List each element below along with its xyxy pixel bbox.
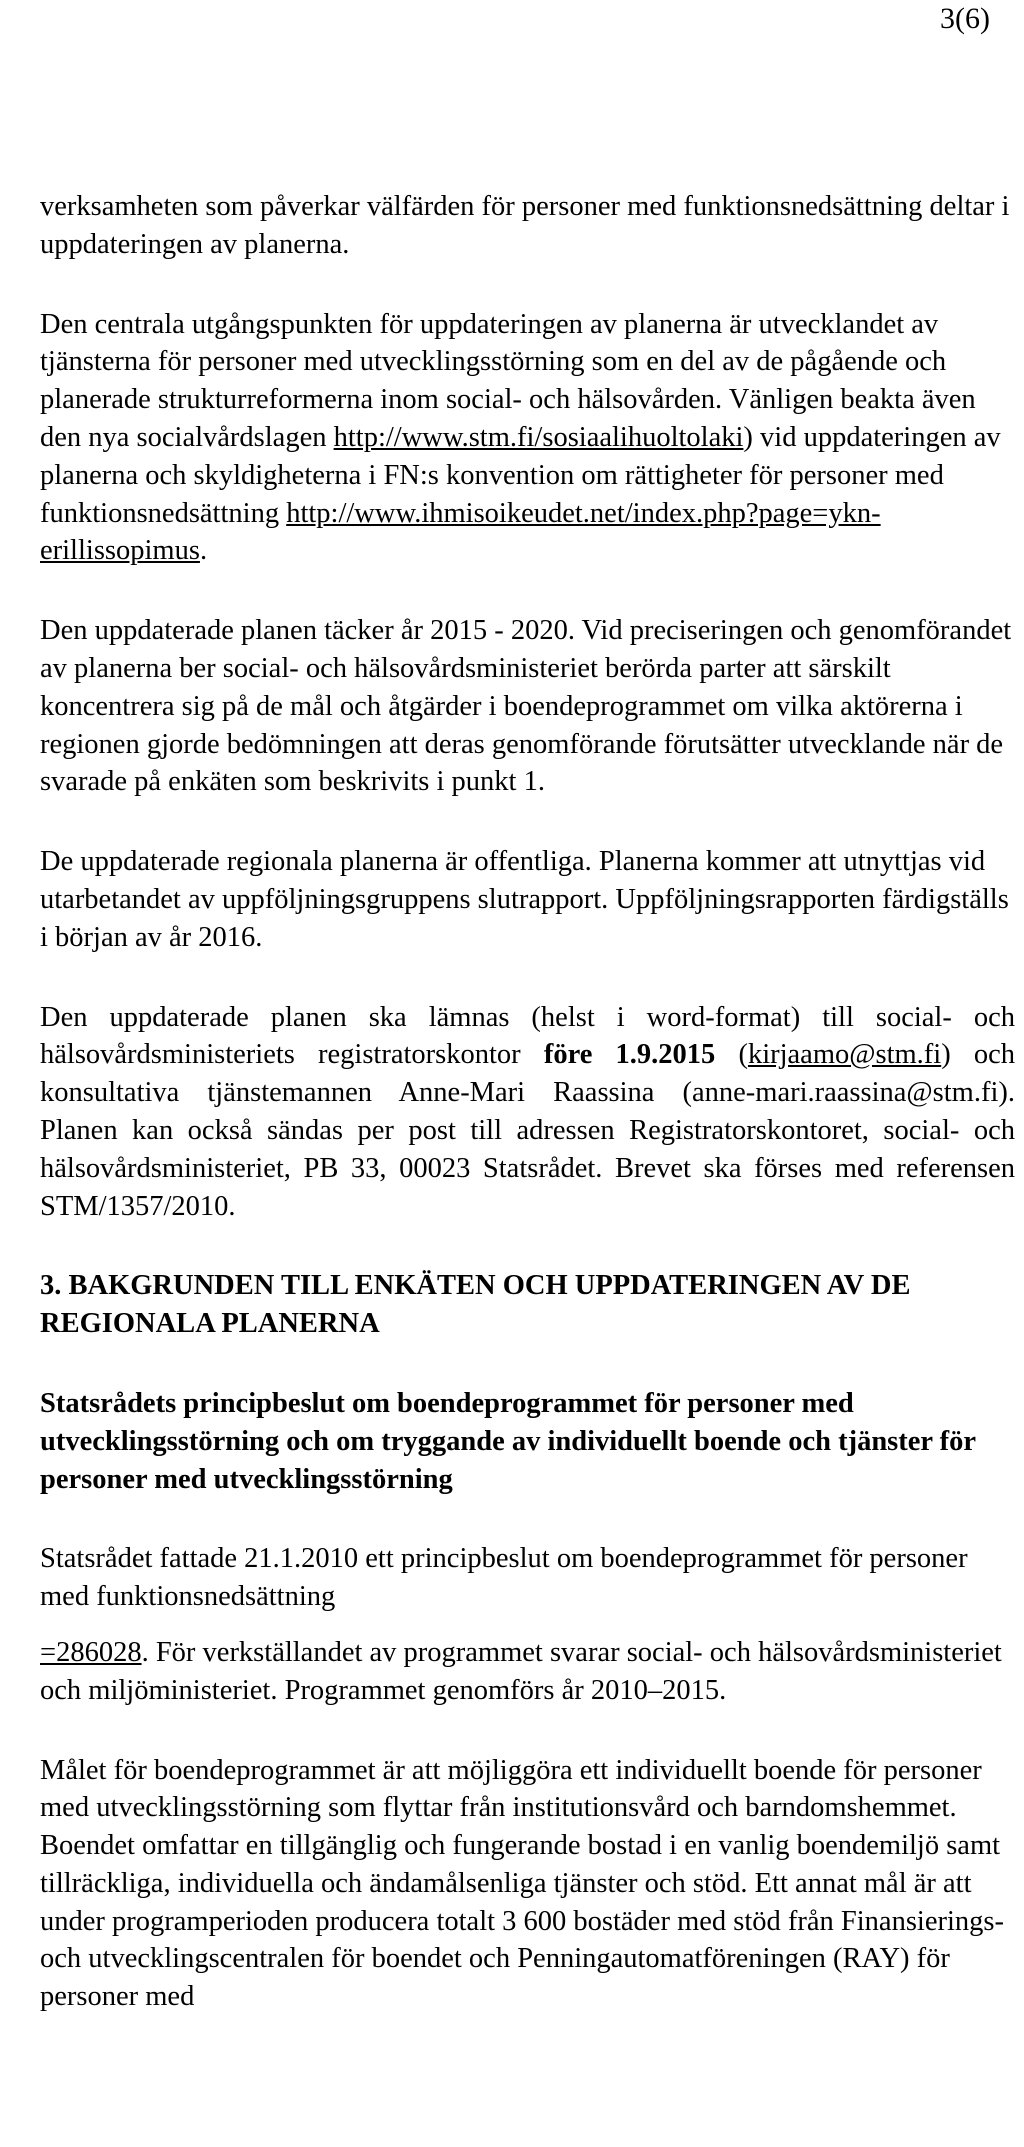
kirjaamo-email-link[interactable]: kirjaamo@stm.fi [747, 1039, 942, 1071]
paragraph-1: verksamheten som påverkar välfärden för personer med funktionsnedsättning deltar i uppdateringen av planerna. [40, 191, 1010, 260]
paragraph-2-text-b: ) vid uppdateringen av planerna och skyldigheterna i FN:s konvention om rättigheter för personer med funktionsnedsättning [40, 421, 1001, 529]
paragraph-5-text-b: ( [715, 1039, 748, 1071]
document-body [40, 188, 1015, 2058]
paragraph-7-text: . För verkställandet av programmet svarar social- och hälsovårdsministeriet och miljöministeriet. Programmet genomförs år 2010–2015. [40, 1636, 1002, 1706]
section-subheading: Statsrådets principbeslut om boendeprogrammet för personer med utvecklingsstörning och om tryggande av individuellt boende och tjänster för personer med utvecklingsstörning [40, 1387, 976, 1495]
fn-konvention-link[interactable]: http://www.ihmisoikeudet.net/index.php?page=ykn-erillissopimus [40, 497, 881, 567]
paragraph-8: Målet för boendeprogrammet är att möjliggöra ett individuellt boende för personer med utvecklingsstörning som flyttar från institutionsvård och barndomshemmet. Boendet omfattar en tillgänglig och fungerande bostad i en vanlig boendemiljö samt tillräckliga, individuella och ändamålsenliga tjänster och stöd. Ett annat mål är att under programperioden producera totalt 3 600 bostäder med stöd från Finansierings- och utvecklingscentralen för boendet och Penningautomatföreningen (RAY) för personer med [40, 1754, 1004, 2013]
paragraph-4: De uppdaterade regionala planerna är offentliga. Planerna kommer att utnyttjas vid utarbetandet av uppföljningsgruppens slutrapport. Uppföljningsrapporten färdigställs i början av år 2016. [40, 846, 1009, 953]
paragraph-5 [40, 999, 1015, 1226]
paragraph-7 [40, 1634, 1015, 1710]
deadline-text: före 1.9.2015 [543, 1039, 716, 1071]
page-number: 3(6) [940, 2, 990, 35]
paragraph-2-text-a: Den centrala utgångspunkten för uppdateringen av planerna är utvecklandet av tjänsterna för personer med utvecklingsstörning som en del av de pågående och planerade strukturreformerna inom social- och hälsovården. Vänligen beakta även den nya socialvårdslagen [40, 308, 976, 453]
paragraph-6: Statsrådet fattade 21.1.2010 ett principbeslut om boendeprogrammet för personer med funktionsnedsättning [40, 1543, 968, 1613]
paragraph-5-text-c: ) och konsultativa tjänstemannen Anne-Mari Raassina (anne-mari.raassina@stm.fi). Planen kan också sändas per post till adressen Registratorskontoret, social- och hälsovårdsministeriet, PB 33, 00023 Statsrådet. Brevet ska förses med referensen STM/1357/2010. [40, 1039, 1016, 1222]
paragraph-2-text-c: . [199, 535, 208, 567]
paragraph-5-text-a: Den uppdaterade planen ska lämnas (helst i word-format) till social- och hälsovårdsministeriets registratorskontor [40, 1001, 1015, 1071]
socialvardslagen-link[interactable]: http://www.stm.fi/sosiaalihuoltolaki [333, 421, 744, 453]
section-heading: 3. BAKGRUNDEN TILL ENKÄTEN OCH UPPDATERINGEN AV DE REGIONALA PLANERNA [40, 1270, 911, 1340]
paragraph-3: Den uppdaterade planen täcker år 2015 - 2020. Vid preciseringen och genomförandet av planerna ber social- och hälsovårdsministeriet berörda parter att särskilt koncentrera sig på de mål och åtgärder i boendeprogrammet om vilka aktörerna i regionen gjorde bedömningen att deras genomförande förutsätter utvecklande när de svarade på enkäten som beskrivits i punkt 1. [40, 615, 1012, 798]
paragraph-2 [40, 306, 1015, 571]
boendeprogram-link[interactable]: =286028 [40, 1636, 142, 1668]
